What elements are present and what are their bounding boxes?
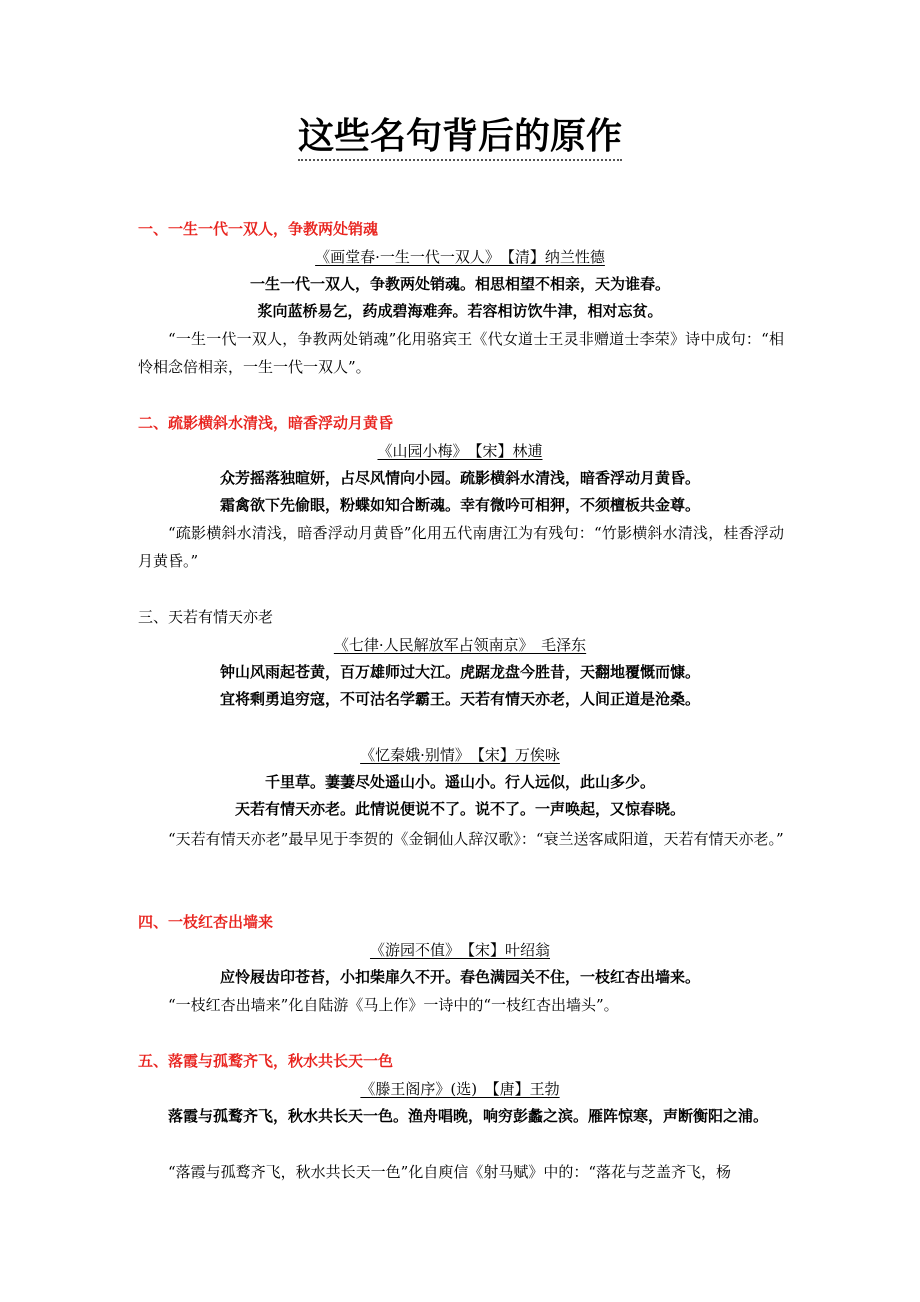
- poem-source: 《滕王阁序》(选) 【唐】王勃: [360, 1080, 560, 1098]
- section-heading: 一、一生一代一双人，争教两处销魂: [138, 220, 379, 238]
- annotation-paragraph: “一生一代一双人，争教两处销魂”化用骆宾王《代女道士王灵非赠道士李荣》诗中成句：“相怜相念倍相亲，一生一代一双人”。: [138, 330, 784, 376]
- annotation-paragraph: “一枝红杏出墙来”化自陆游《马上作》一诗中的“一枝红杏出墙头”。: [168, 996, 619, 1014]
- poem-verse: 霜禽欲下先偷眼，粉蝶如知合断魂。幸有微吟可相狎，不须檀板共金尊。: [219, 496, 700, 514]
- poem-source: 《七律·人民解放军占领南京》 毛泽东: [333, 636, 587, 654]
- annotation-paragraph: “疏影横斜水清浅，暗香浮动月黄昏”化用五代南唐江为有残句：“竹影横斜水清浅，桂香浮动月黄昏。”: [138, 524, 784, 570]
- poem-verse: 宜将剩勇追穷寇，不可沽名学霸王。天若有情天亦老，人间正道是沧桑。: [219, 690, 700, 708]
- page-title: 这些名句背后的原作: [0, 112, 920, 160]
- section-heading: 三、天若有情天亦老: [138, 608, 274, 626]
- section-heading: 二、疏影横斜水清浅，暗香浮动月黄昏: [138, 414, 394, 432]
- poem-verse: 浆向蓝桥易乞，药成碧海难奔。若容相访饮牛津，相对忘贫。: [257, 302, 663, 320]
- prose-excerpt: 落霞与孤鹜齐飞，秋水共长天一色。渔舟唱晚，响穷彭蠡之滨。雁阵惊寒，声断衡阳之浦。: [168, 1107, 769, 1125]
- poem-verse: 千里草。萋萋尽处遥山小。遥山小。行人远似，此山多少。: [264, 773, 655, 791]
- poem-source: 《忆秦娥·别情》 【宋】万俟咏: [360, 746, 560, 764]
- annotation-paragraph: “落霞与孤鹜齐飞，秋水共长天一色”化自庾信《射马赋》中的：“落花与芝盖齐飞，杨: [168, 1163, 732, 1181]
- poem-source: 《山园小梅》 【宋】林逋: [377, 442, 543, 460]
- poem-verse: 天若有情天亦老。此情说便说不了。说不了。一声唤起，又惊春晓。: [234, 800, 685, 818]
- poem-source: 《画堂春·一生一代一双人》 【清】纳兰性德: [315, 248, 605, 266]
- poem-source: 《游园不值》 【宋】叶绍翁: [369, 941, 550, 959]
- annotation-paragraph: “天若有情天亦老”最早见于李贺的《金铜仙人辞汉歌》：“衰兰送客咸阳道，天若有情天亦老。”: [168, 830, 784, 848]
- poem-verse: 一生一代一双人，争教两处销魂。相思相望不相亲，天为谁春。: [249, 275, 670, 293]
- section-heading: 四、一枝红杏出墙来: [138, 913, 274, 931]
- poem-verse: 钟山风雨起苍黄，百万雄师过大江。虎踞龙盘今胜昔，天翻地覆慨而慷。: [219, 663, 700, 681]
- poem-verse: 众芳摇落独暄妍，占尽风情向小园。疏影横斜水清浅，暗香浮动月黄昏。: [219, 469, 700, 487]
- poem-verse: 应怜屐齿印苍苔，小扣柴扉久不开。春色满园关不住，一枝红杏出墙来。: [219, 968, 700, 986]
- section-heading: 五、落霞与孤鹜齐飞，秋水共长天一色: [138, 1052, 394, 1070]
